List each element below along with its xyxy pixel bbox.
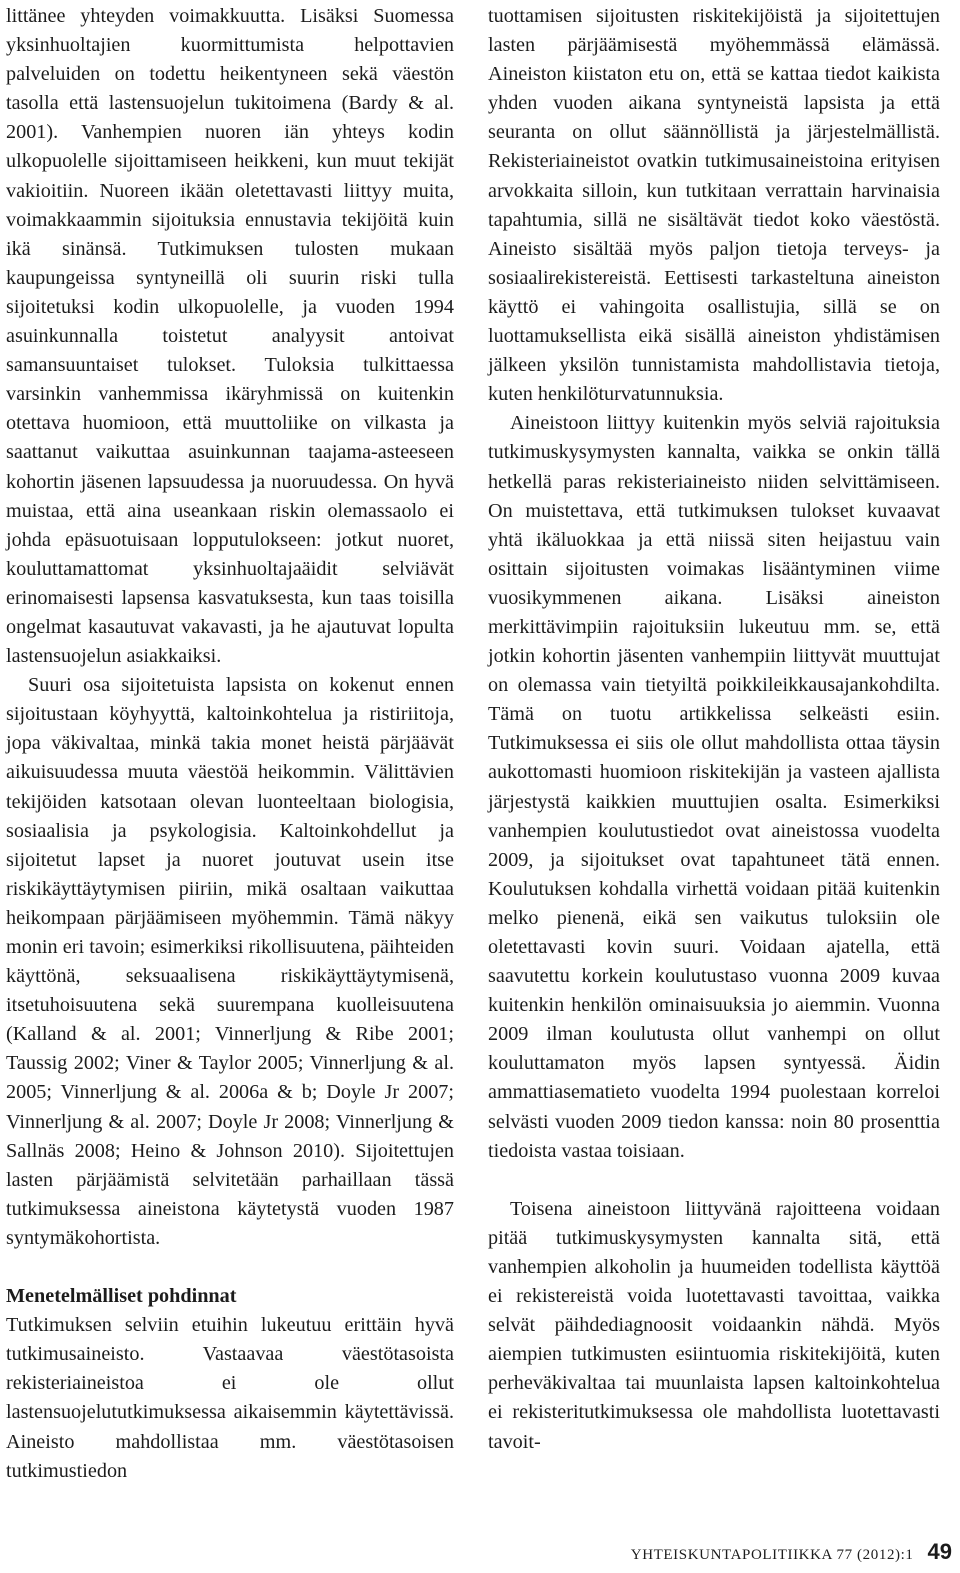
page-number: 49 bbox=[927, 1539, 952, 1564]
body-paragraph: Tutkimuksen selviin etuihin lukeutuu erittäin hyvä tutkimusaineisto. Vastaavaa väestötasoista rekisteriaineistoa ei ole ollut lastensuojelututkimuksessa aikaisemmin käytettävissä. Aineisto mahdollistaa mm. väestötasoisen tutkimustiedon bbox=[6, 1314, 454, 1482]
body-paragraph: Toisena aineistoon liittyvänä rajoitteena voidaan pitää tutkimuskysymysten kannalta sitä, että vanhempien alkoholin ja huumeiden todellista käyttöä ei rekistereistä voida luotettavasti tavoittaa, vaikka selvät päihdediagnoosit voidaankin nähdä. Myös aiempien tutkimusten esiintuomia riskitekijöitä, kuten perheväkivaltaa tai muunlaista lapsen kaltoinkohtelua ei rekisteritutkimuksessa ole mahdollista luotettavasti tavoit- bbox=[488, 1197, 940, 1453]
left-text-column bbox=[6, 2, 454, 1486]
body-paragraph: littänee yhteyden voimakkuutta. Lisäksi Suomessa yksinhuoltajien kuormittumista helpottavien palveluiden on todettu heikentyneen sekä väestön tasolla että lastensuojelun tukitoimena (Bardy & al. 2001). Vanhempien nuoren iän yhteys kodin ulkopuolelle sijoittamiseen heikkeni, kun muut tekijät vakioitiin. Nuoreen ikään oletettavasti liittyy muita, voimakkaammin sijoituksia ennustavia tekijöitä kuin ikä sinänsä. Tutkimuksen tulosten mukaan kaupungeissa syntyneillä oli suurin riski tulla sijoitetuksi kodin ulkopuolelle, ja vuoden 1994 asuinkunnalla toistetut analyysit antoivat samansuuntaiset tulokset. Tuloksia tulkittaessa varsinkin vanhemmissa ikäryhmissä on kuitenkin otettava huomioon, että muuttoliike on vilkasta ja saattanut vaikuttaa asuinkunnan taajama-asteeseen kohortin jäsenen lapsuudessa ja nuoruudessa. On hyvä muistaa, että aina useankaan riskin olemassaolo ei johda epäsuotuisaan lopputulokseen: jotkut nuoret, kouluttamattomat yksinhuoltajaäidit selviävät erinomaisesti lapsensa kasvatuksesta, kun taas toisilla ongelmat kasautuvat vakavasti, ja he ajautuvat lopulta lastensuojelun asiakkaiksi. bbox=[6, 5, 454, 668]
body-paragraph: tuottamisen sijoitusten riskitekijöistä ja sijoitettujen lasten pärjäämisestä myöhemmässä elämässä. Aineiston kiistaton etu on, että se kattaa tiedot kaikista yhden vuoden aikana syntyneistä lapsista ja että seuranta on ollut säännöllistä ja järjestelmällistä. Rekisteriaineistot ovatkin tutkimusaineistoina erityisen arvokkaita silloin, kun tutkitaan verrattain harvinaisia tapahtumia, sillä ne sisältävät tiedot koko väestöstä. Aineisto sisältää myös paljon tietoja terveys- ja sosiaalirekistereistä. Eettisesti tarkasteltuna aineiston käyttö ei vahingoita osallistujia, sillä se on luottamuksellista eikä sisällä aineiston yhdistämisen jälkeen yksilön tunnistamista mahdollistavia tietoja, kuten henkilöturvatunnuksia. bbox=[488, 5, 940, 406]
section-heading: Menetelmälliset pohdinnat bbox=[6, 1285, 237, 1308]
body-paragraph: Suuri osa sijoitetuista lapsista on kokenut ennen sijoitustaan köyhyyttä, kaltoinkohtelua ja ristiriitoja, jopa väkivaltaa, minkä takia monet heistä pärjäävät aikuisuudessa muuta väestöä heikommin. Välittävien tekijöiden katsotaan olevan luonteeltaan biologisia, sosiaalisia ja psykologisia. Kaltoinkohdellut ja sijoitetut lapset ja nuoret joutuvat usein itse riskikäyttäytymisen piiriin, mikä osaltaan vaikuttaa heikompaan pärjäämiseen myöhemmin. Tämä näkyy monin eri tavoin; esimerkiksi rikollisuutena, päihteiden käyttönä, seksuaalisena riskikäyttäytymisenä, itsetuhoisuutena sekä suurempana kuolleisuutena (Kalland & al. 2001; Vinnerljung & Ribe 2001; Taussig 2002; Viner & Taylor 2005; Vinnerljung & al. 2005; Vinnerljung & al. 2006a & b; Doyle Jr 2007; Vinnerljung & al. 2007; Doyle Jr 2008; Vinnerljung & Sallnäs 2008; Heino & Johnson 2010). Sijoitettujen lasten pärjäämistä selvitetään parhaillaan tässä tutkimuksessa aineistona käytetystä vuoden 1987 syntymäkohortista. bbox=[6, 674, 454, 1249]
journal-name: YHTEISKUNTAPOLITIIKKA 77 (2012):1 bbox=[630, 1547, 914, 1563]
body-paragraph: Aineistoon liittyy kuitenkin myös selviä rajoituksia tutkimuskysymysten kannalta, vaikka se onkin tällä hetkellä paras rekisteriaineisto niiden selvittämiseen. On muistettava, että tutkimuksen tulokset kuvaavat yhtä ikäluokkaa ja että niissä siten heijastuu vain osittain sijoitusten voimakas lisääntyminen viime vuosikymmenen aikana. Lisäksi aineiston merkittävimpiin rajoituksiin lukeutuu mm. se, että jotkin kohortin jäsenten vanhempiin liittyvät muuttujat on olemassa vain tietyiltä poikkileikkausajankohdilta. Tämä on tuotu artikkelissa selkeästi esiin. Tutkimuksessa ei siis ole ollut mahdollista ottaa täysin aukottomasti huomioon riskitekijän ja vasteen ajallista järjestystä kaikkien muuttujien osalta. Esimerkiksi vanhempien koulutustiedot ovat aineistossa vuodelta 2009, ja sijoitukset ovat tapahtuneet tätä ennen. Koulutuksen kohdalla virhettä voidaan pitää kuitenkin melko pienenä, eikä sen vaikutus tuloksiin ole oletettavasti kovin suuri. Voidaan ajatella, että saavutettu korkein koulutustaso vuonna 2009 kuvaa kuitenkin henkilön ominaisuuksia jo aiemmin. Vuonna 2009 ilman koulutusta ollut vanhempi on ollut kouluttamaton myös lapsen syntyessä. Äidin ammattiasematieto vuodelta 1994 puolestaan korreloi selvästi vuoden 2009 tiedon kanssa: noin 80 prosenttia tiedoista vastaa toisiaan. bbox=[488, 412, 940, 1162]
right-text-column bbox=[488, 2, 940, 1457]
page-footer bbox=[631, 1539, 952, 1565]
